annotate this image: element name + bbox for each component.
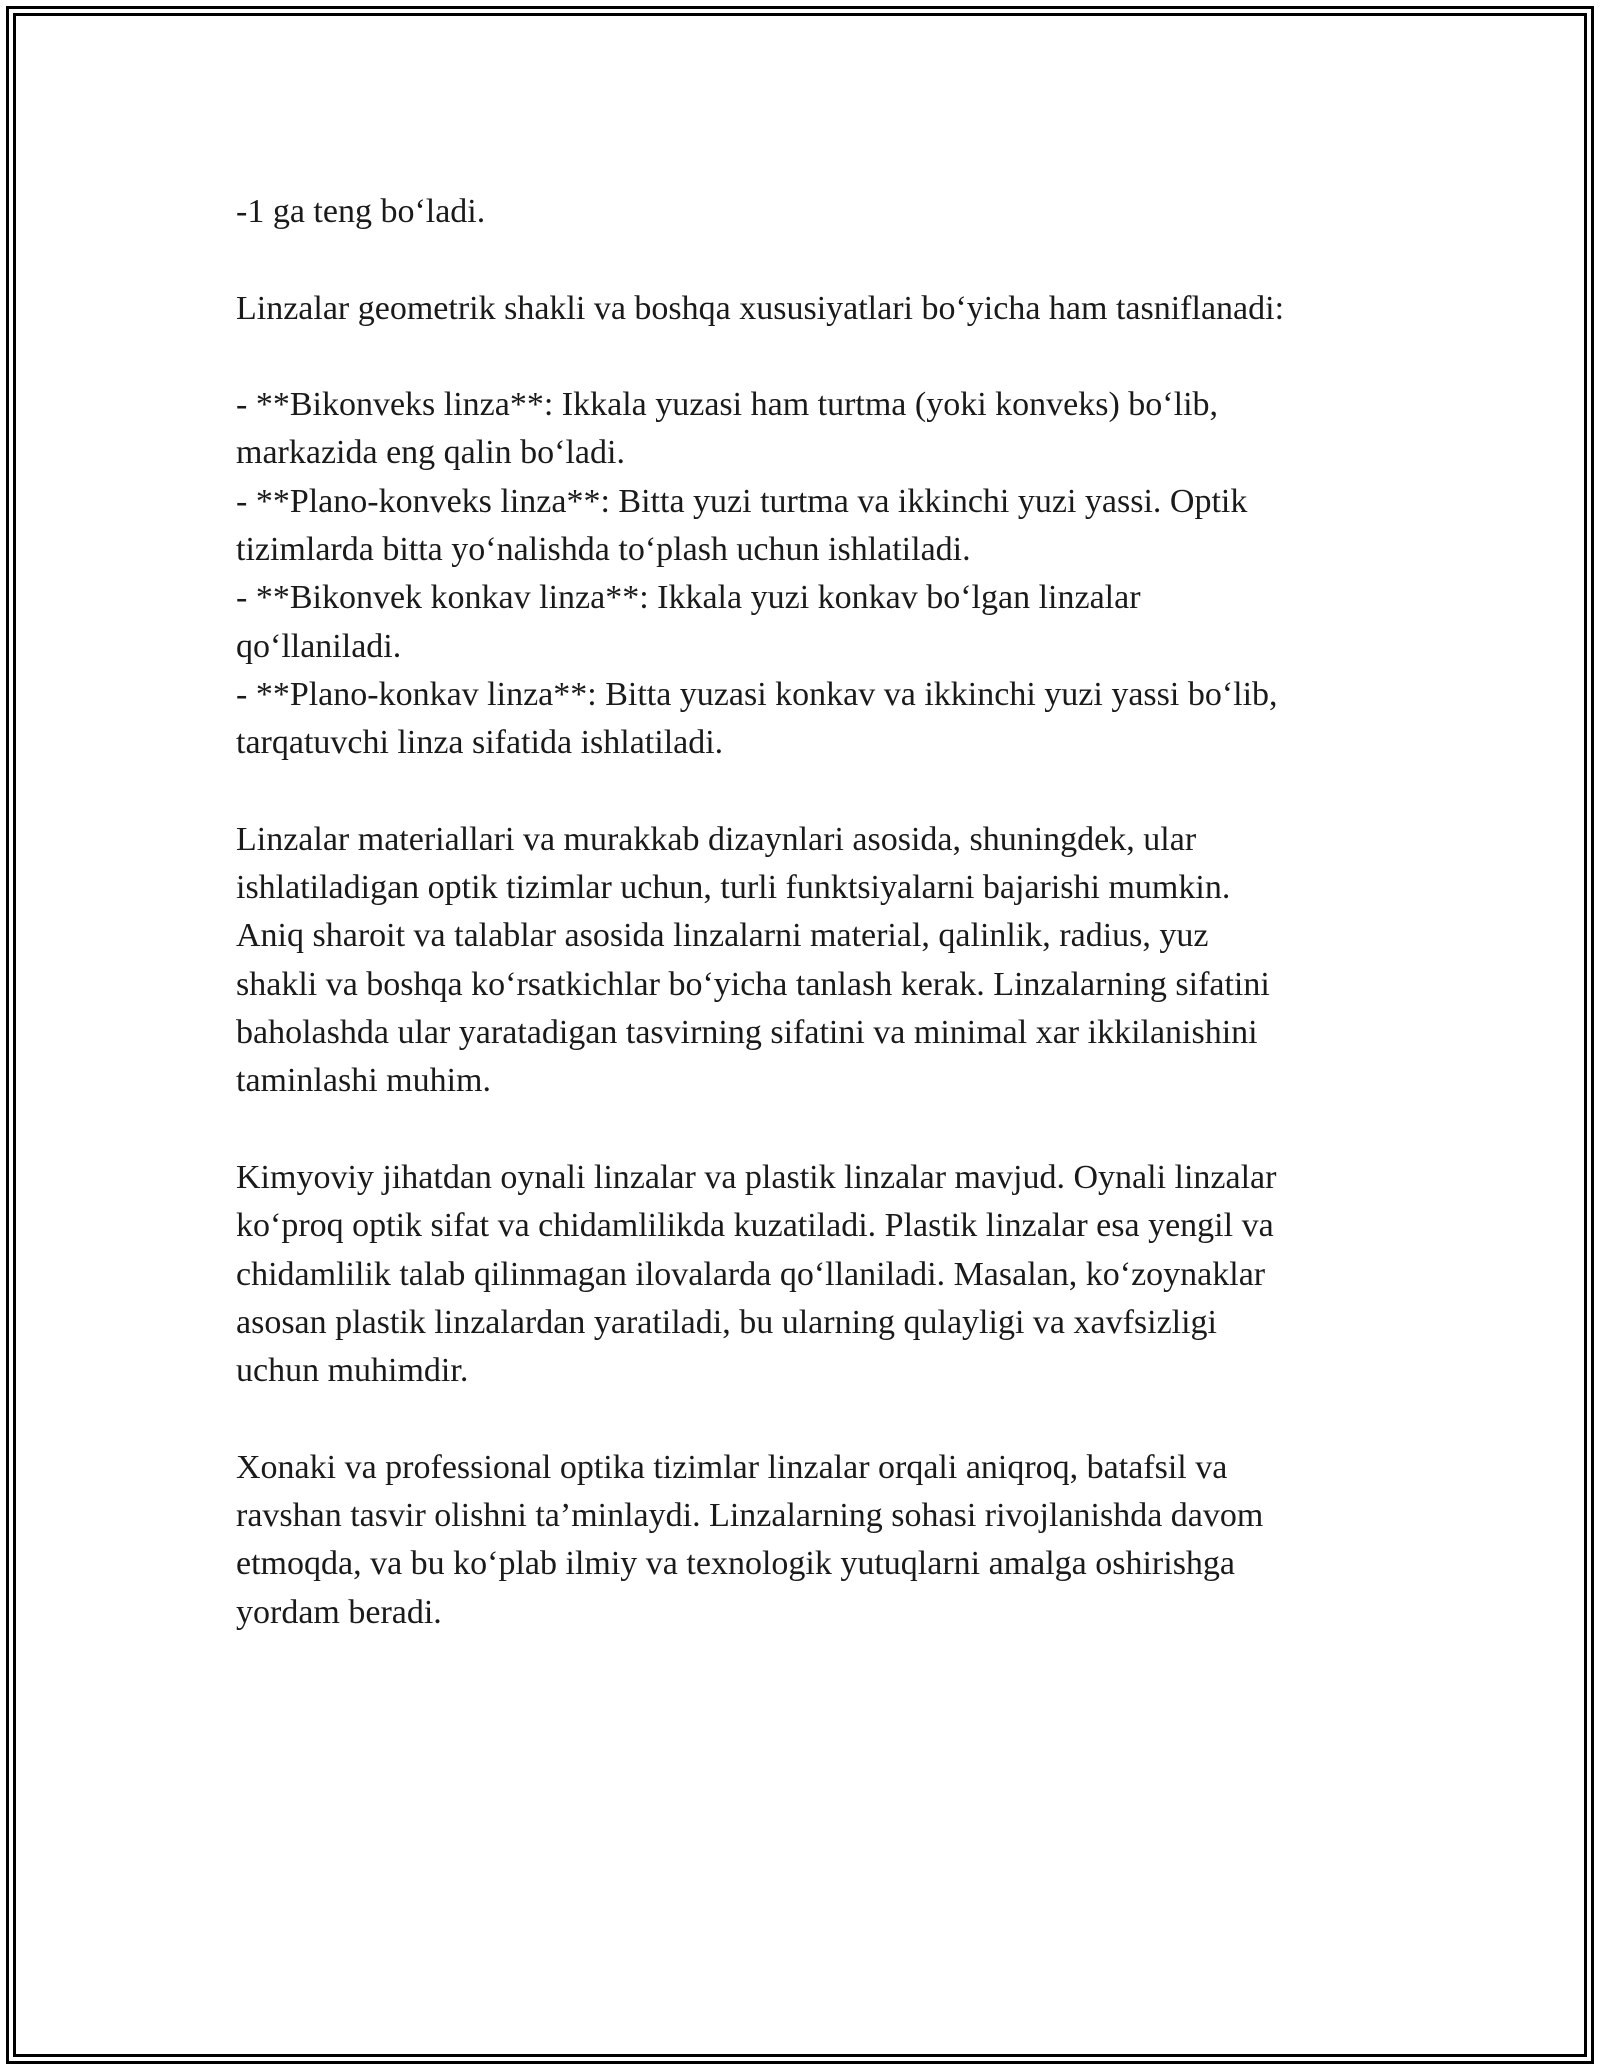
- text-line: yordam beradi.: [236, 1593, 442, 1631]
- paragraph-gap: [236, 1106, 1416, 1154]
- paragraph-gap: [236, 1395, 1416, 1443]
- text-line: Linzalar geometrik shakli va boshqa xususiyatlari bo‘yicha ham tasniflanadi:: [236, 289, 1285, 327]
- text-line: Kimyoviy jihatdan oynali linzalar va plastik linzalar mavjud. Oynali linzalar: [236, 1158, 1277, 1196]
- list-item-line: - **Bikonvek konkav linza**: Ikkala yuzi konkav bo‘lgan linzalar: [236, 579, 1141, 617]
- text-line: taminlashi muhim.: [236, 1062, 491, 1100]
- list-item-line: - **Plano-konveks linza**: Bitta yuzi turtma va ikkinchi yuzi yassi. Optik: [236, 482, 1248, 520]
- text-line: -1 ga teng bo‘ladi.: [236, 193, 486, 230]
- text-line: ko‘proq optik sifat va chidamlilikda kuzatiladi. Plastik linzalar esa yengil va: [236, 1207, 1274, 1245]
- paragraph-gap: [236, 768, 1416, 816]
- text-line: ravshan tasvir olishni ta’minlaydi. Linzalarning sohasi rivojlanishda davom: [236, 1497, 1264, 1535]
- list-item-line: tizimlarda bitta yo‘nalishda to‘plash uchun ishlatiladi.: [236, 531, 971, 569]
- text-line: Aniq sharoit va talablar asosida linzalarni material, qalinlik, radius, yuz: [236, 917, 1209, 955]
- list-item-line: tarqatuvchi linza sifatida ishlatiladi.: [236, 724, 724, 762]
- list-item-line: markazida eng qalin bo‘ladi.: [236, 434, 625, 472]
- paragraph-gap: [236, 236, 1416, 284]
- text-line: ishlatiladigan optik tizimlar uchun, turli funktsiyalarni bajarishi mumkin.: [236, 869, 1231, 907]
- paragraph-gap: [236, 333, 1416, 381]
- text-line: etmoqda, va bu ko‘plab ilmiy va texnologik yutuqlarni amalga oshirishga: [236, 1545, 1236, 1583]
- list-item-line: - **Bikonveks linza**: Ikkala yuzasi ham turtma (yoki konveks) bo‘lib,: [236, 386, 1219, 424]
- text-line: Linzalar materiallari va murakkab dizaynlari asosida, shuningdek, ular: [236, 820, 1197, 858]
- list-item-line: - **Plano-konkav linza**: Bitta yuzasi konkav va ikkinchi yuzi yassi bo‘lib,: [236, 675, 1278, 713]
- document-body: [236, 188, 1416, 1637]
- text-line: asosan plastik linzalardan yaratiladi, bu ularning qulayligi va xavfsizligi: [236, 1303, 1218, 1341]
- text-line: chidamlilik talab qilinmagan ilovalarda qo‘llaniladi. Masalan, ko‘zoynaklar: [236, 1255, 1266, 1293]
- list-item-line: qo‘llaniladi.: [236, 627, 402, 665]
- text-line: baholashda ular yaratadigan tasvirning sifatini va minimal xar ikkilanishini: [236, 1014, 1258, 1052]
- text-line: shakli va boshqa ko‘rsatkichlar bo‘yicha tanlash kerak. Linzalarning sifatini: [236, 965, 1270, 1003]
- text-line: uchun muhimdir.: [236, 1352, 469, 1390]
- text-line: Xonaki va professional optika tizimlar linzalar orqali aniqroq, batafsil va: [236, 1448, 1228, 1486]
